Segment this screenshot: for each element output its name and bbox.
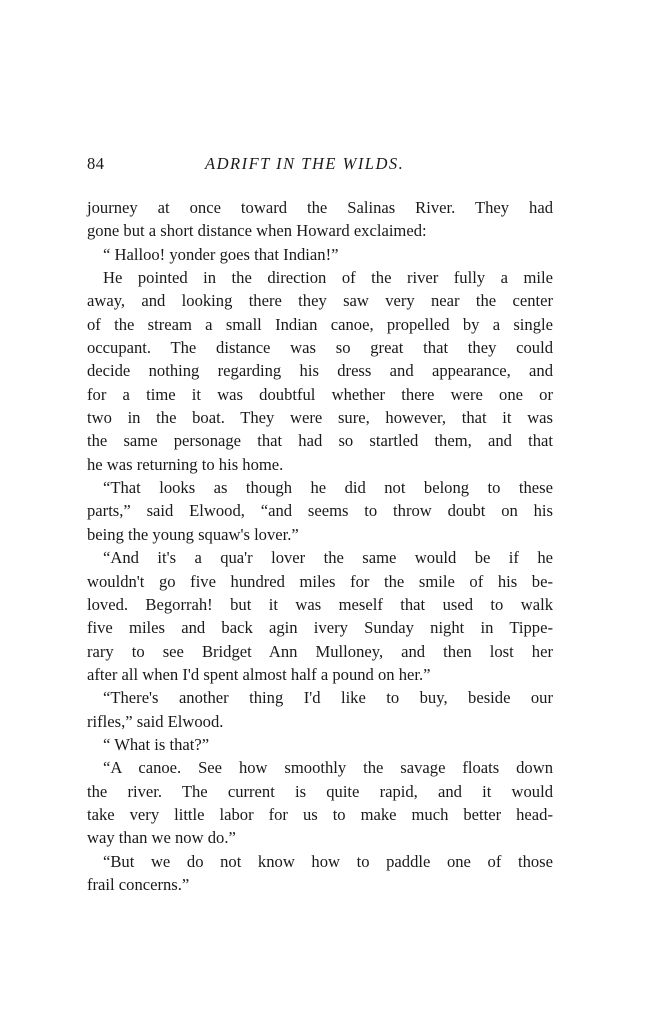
text-line: “But we do not know how to paddle one of those: [103, 851, 553, 871]
text-line: the same personage that had so startled them, and that: [87, 431, 553, 451]
text-line: frail concerns.”: [87, 874, 190, 894]
text-line: “That looks as though he did not belong to these: [103, 478, 553, 498]
text-line: rifles,” said Elwood.: [87, 711, 224, 731]
text-line: occupant. The distance was so great that they could: [87, 338, 553, 358]
text-line: take very little labor for us to make much better head-: [87, 804, 553, 824]
text-line: loved. Begorrah! but it was meself that used to walk: [87, 594, 553, 614]
text-line: “And it's a qua'r lover the same would be if he: [103, 548, 553, 568]
text-line: parts,” said Elwood, “and seems to throw doubt on his: [87, 501, 553, 521]
text-line: “ Halloo! yonder goes that Indian!”: [103, 244, 339, 264]
body-text: [87, 196, 553, 896]
text-line: journey at once toward the Salinas River. They had: [87, 198, 553, 217]
text-line: away, and looking there they saw very near the center: [87, 291, 553, 311]
text-line: wouldn't go five hundred miles for the smile of his be-: [87, 571, 553, 591]
text-line: gone but a short distance when Howard exclaimed:: [87, 221, 427, 241]
text-line: rary to see Bridget Ann Mulloney, and then lost her: [87, 641, 553, 661]
text-line: “A canoe. See how smoothly the savage floats down: [103, 758, 553, 778]
text-line: two in the boat. They were sure, however, that it was: [87, 408, 553, 428]
text-line: “ What is that?”: [103, 734, 210, 754]
text-line: for a time it was doubtful whether there were one or: [87, 384, 553, 404]
text-line: He pointed in the direction of the river fully a mile: [103, 268, 553, 288]
text-line: being the young squaw's lover.”: [87, 524, 299, 544]
page-number: 84: [87, 154, 105, 173]
text-line: of the stream a small Indian canoe, propelled by a single: [87, 314, 553, 334]
text-line: way than we now do.”: [87, 828, 236, 848]
book-title: ADRIFT IN THE WILDS.: [205, 154, 405, 173]
text-line: after all when I'd spent almost half a pound on her.”: [87, 664, 431, 684]
running-head: [87, 152, 553, 176]
text-line: “There's another thing I'd like to buy, beside our: [103, 688, 553, 708]
text-line: decide nothing regarding his dress and appearance, and: [87, 361, 553, 381]
text-line: five miles and back agin ivery Sunday night in Tippe-: [87, 618, 553, 638]
text-line: the river. The current is quite rapid, and it would: [87, 781, 553, 801]
text-line: he was returning to his home.: [87, 454, 284, 474]
